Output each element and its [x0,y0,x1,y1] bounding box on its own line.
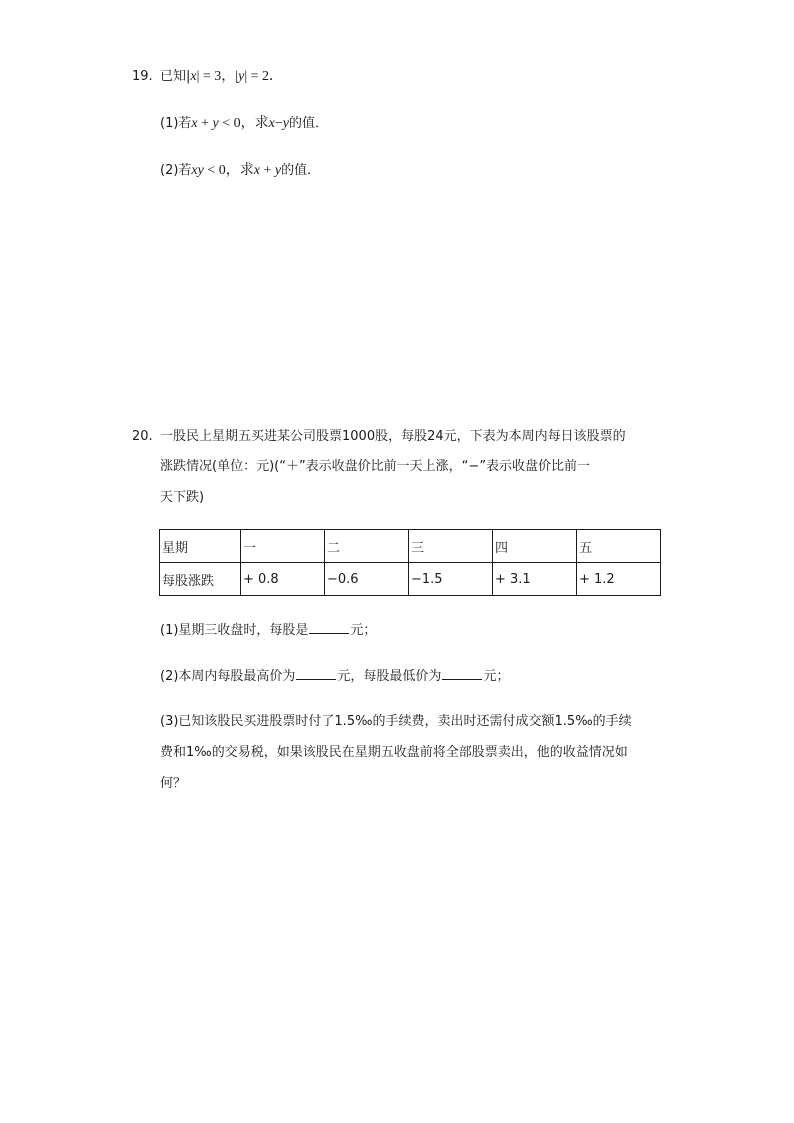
question-20-part-3-line-3: 何？ [160,776,187,791]
question-20-number: 20. [132,429,153,444]
table-cell: −1.5 [409,563,493,596]
table-cell: −0.6 [325,563,409,596]
question-19-number: 19. [132,69,153,84]
question-20-stem-line-2: 涨跌情况(单位：元)(“＋”表示收盘价比前一天上涨，“−”表示收盘价比前一 [160,459,591,474]
question-20-stem-line-1: 一股民上星期五买进某公司股票1000股，每股24元，下表为本周内每日该股票的 [160,429,626,444]
stock-change-table [159,529,661,596]
table-cell: 二 [325,530,409,563]
table-cell: + 3.1 [493,563,577,596]
table-header-row [160,530,661,563]
table-cell: 每股涨跌 [160,563,241,596]
answer-blank[interactable] [309,620,349,634]
table-cell: 三 [409,530,493,563]
table-cell: + 0.8 [241,563,325,596]
question-19-stem: 已知|x| = 3，|y| = 2． [160,69,284,84]
question-20-part-2: (2)本周内每股最高价为 元，每股最低价为 元； [160,666,509,686]
table-cell: 星期 [160,530,241,563]
table-cell: 四 [493,530,577,563]
table-cell: + 1.2 [577,563,661,596]
question-20-part-1: (1)星期三收盘时，每股是 元； [160,620,376,640]
table-cell: 五 [577,530,661,563]
question-20-part-3-line-2: 费和1‰的交易税，如果该股民在星期五收盘前将全部股票卖出，他的收益情况如 [160,745,628,760]
answer-blank-lowest[interactable] [442,666,482,680]
answer-blank-highest[interactable] [296,666,336,680]
question-19-part-2: (2)若xy < 0，求x + y的值． [160,163,321,178]
table-row [160,563,661,596]
table-cell: 一 [241,530,325,563]
question-19-part-1: (1)若x + y < 0，求x−y的值． [160,116,329,131]
question-20-part-3-line-1: (3)已知该股民买进股票时付了1.5‰的手续费，卖出时还需付成交额1.5‰的手续 [160,714,632,729]
question-20-stem-line-3: 天下跌) [160,490,205,505]
